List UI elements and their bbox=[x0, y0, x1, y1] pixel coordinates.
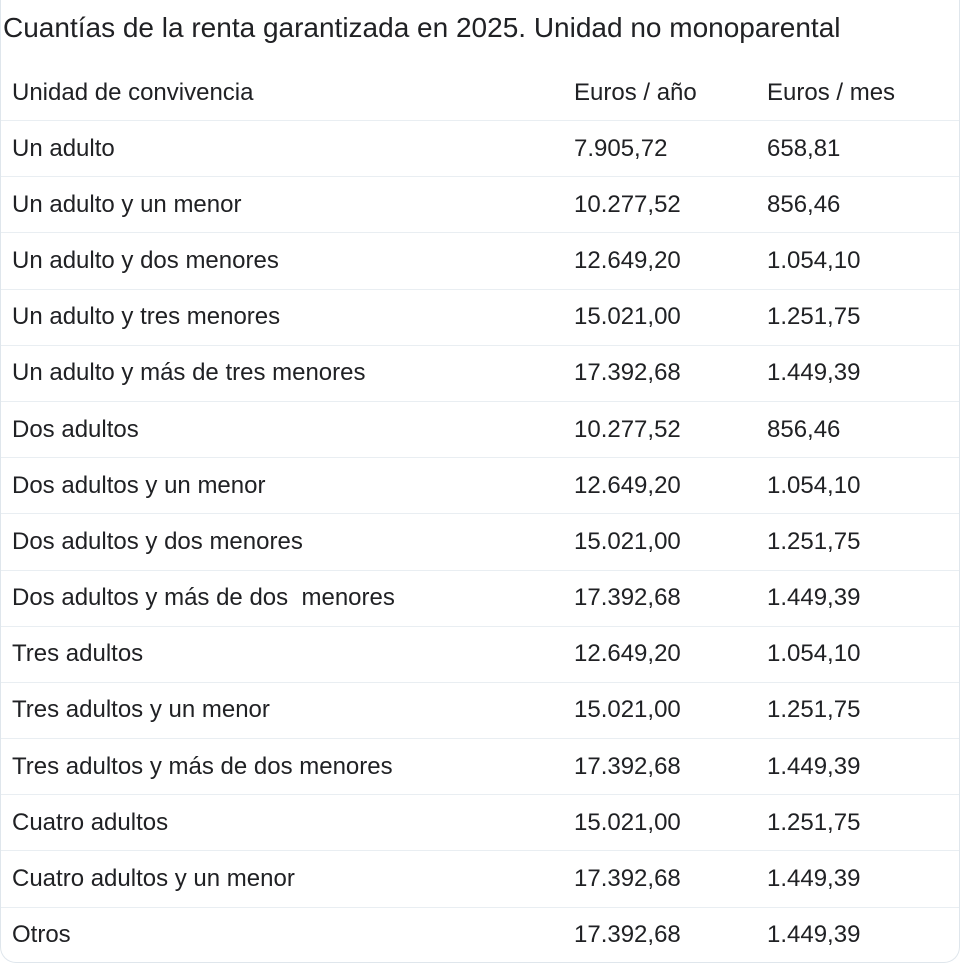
euros-year-value: 15.021,00 bbox=[574, 527, 681, 555]
table-row bbox=[1, 570, 959, 626]
euros-month-value: 1.449,39 bbox=[767, 359, 861, 387]
table-row bbox=[1, 120, 959, 176]
table-title: Cuantías de la renta garantizada en 2025. Unidad no monoparental bbox=[3, 12, 841, 43]
row-label: Dos adultos bbox=[12, 415, 139, 443]
euros-year-value: 17.392,68 bbox=[574, 359, 681, 387]
euros-month-value: 1.251,75 bbox=[767, 808, 861, 836]
euros-year-value: 15.021,00 bbox=[574, 696, 681, 724]
euros-month-value: 658,81 bbox=[767, 134, 841, 162]
row-label: Cuatro adultos y un menor bbox=[12, 865, 295, 893]
euros-month-value: 1.054,10 bbox=[767, 471, 861, 499]
row-label: Otros bbox=[12, 921, 71, 949]
row-label: Un adulto y tres menores bbox=[12, 303, 281, 331]
euros-year-value: 15.021,00 bbox=[574, 808, 681, 836]
euros-month-value: 1.251,75 bbox=[767, 527, 861, 555]
column-header-unidad-de-convivencia: Unidad de convivencia bbox=[12, 79, 254, 106]
table-row bbox=[1, 176, 959, 232]
table-row bbox=[1, 682, 959, 738]
euros-year-value: 12.649,20 bbox=[574, 471, 681, 499]
table-row bbox=[1, 907, 959, 963]
euros-month-value: 1.449,39 bbox=[767, 865, 861, 893]
euros-month-value: 1.054,10 bbox=[767, 246, 861, 274]
table-row bbox=[1, 794, 959, 850]
euros-year-value: 15.021,00 bbox=[574, 303, 681, 331]
euros-month-value: 856,46 bbox=[767, 415, 841, 443]
euros-month-value: 856,46 bbox=[767, 190, 841, 218]
row-label: Tres adultos y un menor bbox=[12, 696, 270, 724]
table-row bbox=[1, 289, 959, 345]
euros-year-value: 17.392,68 bbox=[574, 584, 681, 612]
row-label: Un adulto y más de tres menores bbox=[12, 359, 366, 387]
euros-month-value: 1.449,39 bbox=[767, 752, 861, 780]
row-label: Dos adultos y un menor bbox=[12, 471, 266, 499]
euros-year-value: 12.649,20 bbox=[574, 640, 681, 668]
table-row bbox=[1, 345, 959, 401]
euros-month-value: 1.449,39 bbox=[767, 584, 861, 612]
table-row bbox=[1, 513, 959, 569]
euros-year-value: 7.905,72 bbox=[574, 134, 668, 162]
table-row bbox=[1, 850, 959, 906]
euros-year-value: 17.392,68 bbox=[574, 865, 681, 893]
table-row bbox=[1, 626, 959, 682]
euros-month-value: 1.251,75 bbox=[767, 303, 861, 331]
column-header-euros-ano: Euros / año bbox=[574, 79, 697, 106]
euros-year-value: 12.649,20 bbox=[574, 246, 681, 274]
euros-year-value: 10.277,52 bbox=[574, 190, 681, 218]
euros-year-value: 10.277,52 bbox=[574, 415, 681, 443]
row-label: Dos adultos y más de dos menores bbox=[12, 584, 395, 612]
row-label: Tres adultos bbox=[12, 640, 144, 668]
euros-year-value: 17.392,68 bbox=[574, 921, 681, 949]
column-header-euros-mes: Euros / mes bbox=[767, 79, 896, 106]
row-label: Cuatro adultos bbox=[12, 808, 169, 836]
row-label: Dos adultos y dos menores bbox=[12, 527, 303, 555]
row-label: Tres adultos y más de dos menores bbox=[12, 752, 393, 780]
euros-month-value: 1.054,10 bbox=[767, 640, 861, 668]
row-label: Un adulto y dos menores bbox=[12, 246, 279, 274]
table-row bbox=[1, 457, 959, 513]
row-label: Un adulto y un menor bbox=[12, 190, 242, 218]
euros-month-value: 1.449,39 bbox=[767, 921, 861, 949]
table-row bbox=[1, 401, 959, 457]
euros-month-value: 1.251,75 bbox=[767, 696, 861, 724]
euros-year-value: 17.392,68 bbox=[574, 752, 681, 780]
table-header-row bbox=[1, 47, 959, 120]
table-row bbox=[1, 232, 959, 288]
table-row bbox=[1, 738, 959, 794]
row-label: Un adulto bbox=[12, 134, 115, 162]
